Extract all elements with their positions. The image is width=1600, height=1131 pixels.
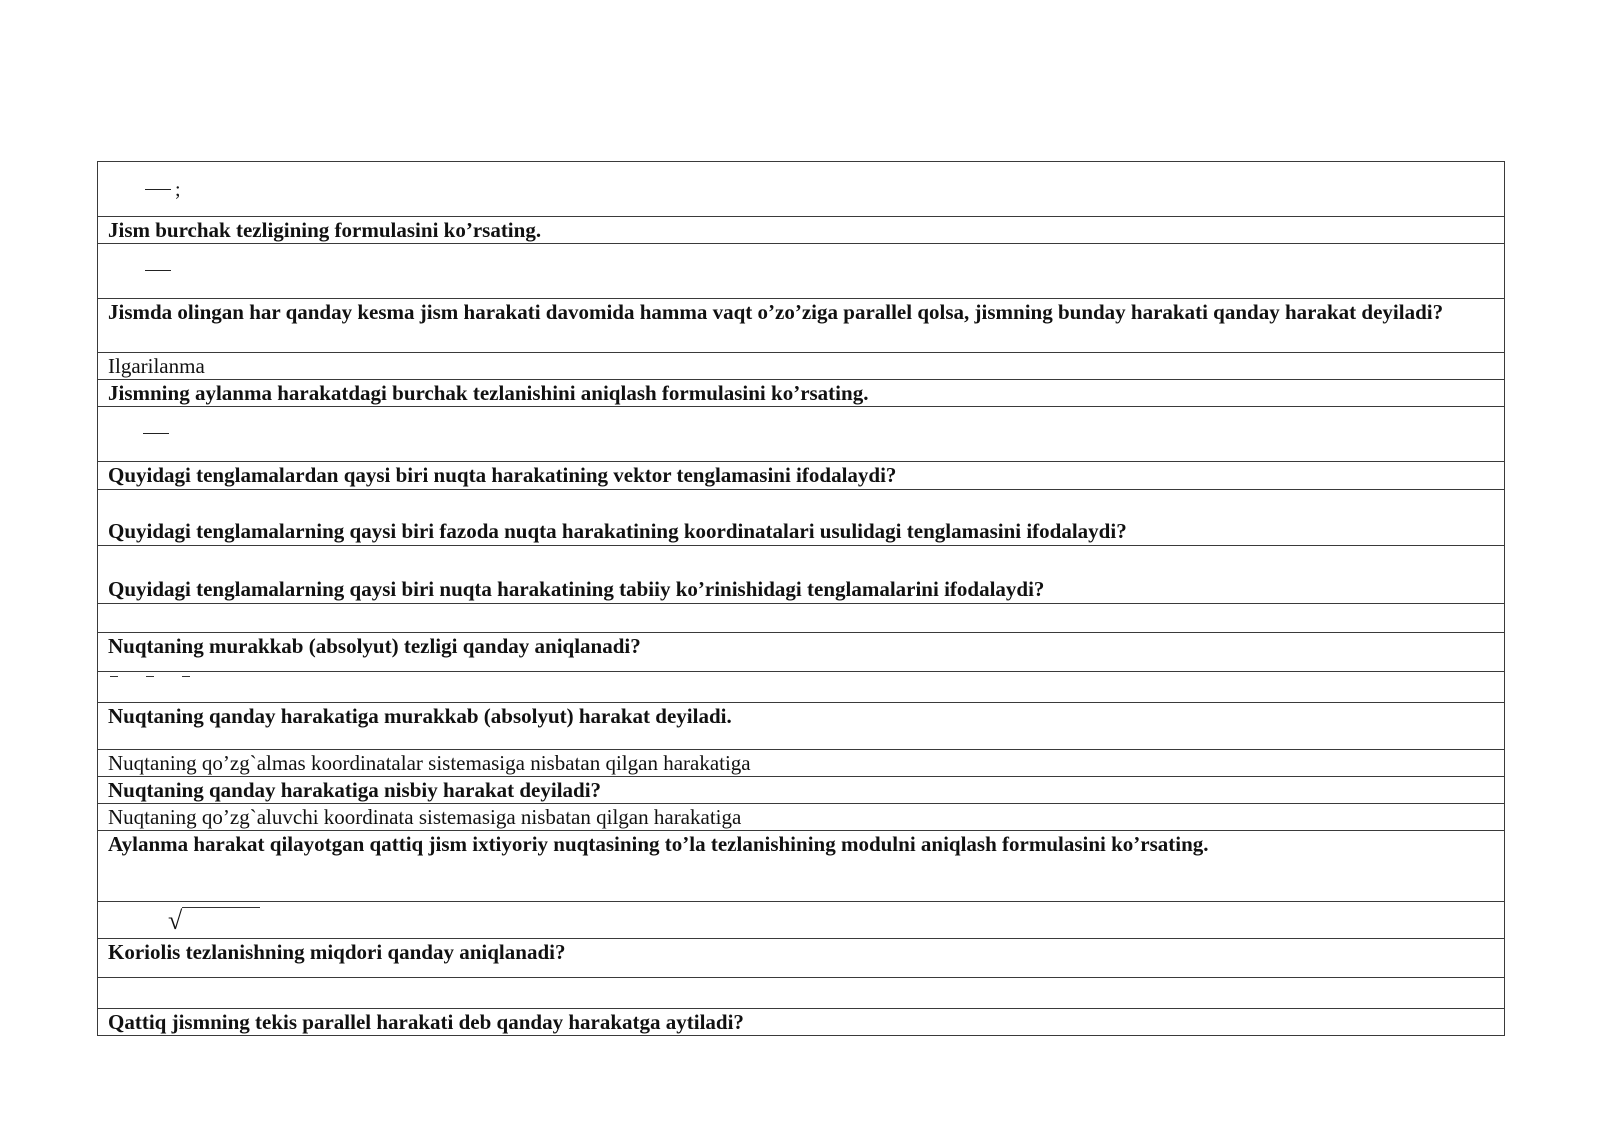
table-row [98, 217, 1505, 244]
table-row [98, 490, 1505, 546]
table-row [98, 978, 1505, 1009]
question-cell: Nuqtaning murakkab (absolyut) tezligi qanday aniqlanadi? [98, 633, 1505, 672]
table-row [98, 244, 1505, 299]
questions-table [97, 161, 1505, 1036]
square-root-bar [182, 907, 260, 908]
answer-cell: Ilgarilanma [98, 353, 1505, 380]
question-cell: Aylanma harakat qilayotgan qattiq jism ixtiyoriy nuqtasining to’la tezlanishining modulni aniqlash formulasini ko’rsating. [98, 831, 1505, 902]
question-cell: Koriolis tezlanishning miqdori qanday aniqlanadi? [98, 939, 1505, 978]
table-row [98, 750, 1505, 777]
square-root-sign: √ [168, 906, 183, 935]
question-cell: Nuqtaning qanday harakatiga nisbiy harakat deyiladi? [98, 777, 1505, 804]
table-row [98, 902, 1505, 939]
formula-cell [98, 604, 1505, 633]
question-cell: Jismda olingan har qanday kesma jism harakati davomida hamma vaqt o’zo’ziga parallel qolsa, jismning bunday harakati qanday harakat deyiladi? [98, 299, 1505, 353]
question-cell: Nuqtaning qanday harakatiga murakkab (absolyut) harakat deyiladi. [98, 703, 1505, 750]
table-row [98, 777, 1505, 804]
question-cell: Jismning aylanma harakatdagi burchak tezlanishini aniqlash formulasini ko’rsating. [98, 380, 1505, 407]
formula-cell [98, 902, 1505, 939]
question-cell: Qattiq jismning tekis parallel harakati deb qanday harakatga aytiladi? [98, 1009, 1505, 1036]
answer-cell: Nuqtaning qo’zg`aluvchi koordinata sistemasiga nisbatan qilgan harakatiga [98, 804, 1505, 831]
table-row [98, 703, 1505, 750]
table-row [98, 1009, 1505, 1036]
table-row [98, 299, 1505, 353]
formula-text: ; [175, 179, 181, 201]
vector-bar [182, 676, 190, 677]
question-cell: Quyidagi tenglamalarning qaysi biri fazoda nuqta harakatining koordinatalari usulidagi tenglamasini ifodalaydi? [98, 490, 1505, 546]
table-row [98, 604, 1505, 633]
table-row [98, 633, 1505, 672]
table-row [98, 939, 1505, 978]
fraction-bar [143, 433, 169, 434]
table-row [98, 546, 1505, 604]
formula-cell [98, 407, 1505, 462]
fraction-bar [145, 189, 171, 190]
answer-cell: Nuqtaning qo’zg`almas koordinatalar sistemasiga nisbatan qilgan harakatiga [98, 750, 1505, 777]
formula-cell [98, 244, 1505, 299]
table-row [98, 672, 1505, 703]
question-cell: Quyidagi tenglamalardan qaysi biri nuqta harakatining vektor tenglamasini ifodalaydi? [98, 462, 1505, 490]
table-row [98, 831, 1505, 902]
formula-cell [98, 978, 1505, 1009]
table-row [98, 162, 1505, 217]
question-cell: Quyidagi tenglamalarning qaysi biri nuqta harakatining tabiiy ko’rinishidagi tenglamalarini ifodalaydi? [98, 546, 1505, 604]
question-cell: Jism burchak tezligining formulasini ko’rsating. [98, 217, 1505, 244]
table-row [98, 804, 1505, 831]
table-row [98, 380, 1505, 407]
vector-bar [110, 676, 118, 677]
fraction-bar [145, 270, 171, 271]
formula-cell [98, 162, 1505, 217]
table-row [98, 353, 1505, 380]
formula-cell [98, 672, 1505, 703]
vector-bar [146, 676, 154, 677]
table-row [98, 407, 1505, 462]
table-row [98, 462, 1505, 490]
